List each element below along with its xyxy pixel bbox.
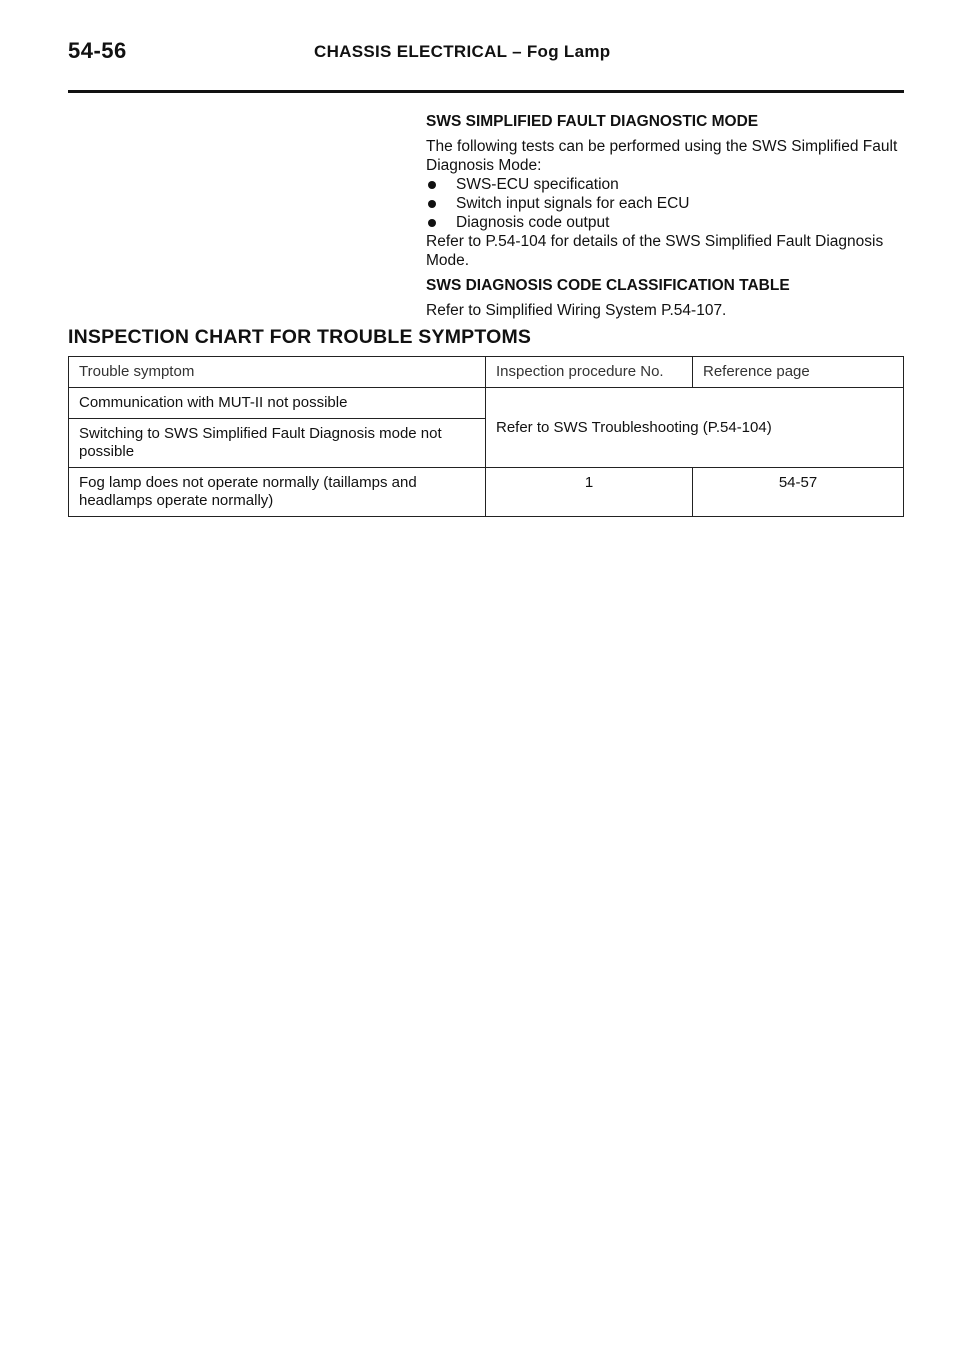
symptom-cell: Switching to SWS Simplified Fault Diagnosis mode not possible [69, 419, 486, 468]
page-number: 54-56 [68, 38, 127, 63]
section-title: CHASSIS ELECTRICAL – Fog Lamp [314, 42, 611, 61]
reference-cell: 54-57 [693, 468, 904, 517]
header-rule [68, 90, 904, 93]
sws-test-list [426, 175, 904, 232]
procedure-cell: Refer to SWS Troubleshooting (P.54-104) [486, 388, 904, 468]
table-header-row [69, 357, 904, 388]
table-row [69, 468, 904, 517]
sws-mode-reference: Refer to P.54-104 for details of the SWS Simplified Fault Diagnosis Mode. [426, 233, 884, 269]
sws-mode-intro: The following tests can be performed using the SWS Simplified Fault Diagnosis Mode: [426, 138, 898, 174]
procedure-cell: 1 [486, 468, 693, 517]
code-table-heading: SWS DIAGNOSIS CODE CLASSIFICATION TABLE [426, 277, 790, 294]
column-header-symptom: Trouble symptom [69, 357, 486, 388]
list-item: Diagnosis code output [426, 213, 904, 232]
list-item: SWS-ECU specification [426, 175, 904, 194]
sws-info-column [426, 112, 904, 320]
sws-mode-heading: SWS SIMPLIFIED FAULT DIAGNOSTIC MODE [426, 113, 759, 130]
table-row [69, 388, 904, 419]
page-header [68, 38, 904, 94]
symptom-cell: Communication with MUT-II not possible [69, 388, 486, 419]
column-header-procedure: Inspection procedure No. [486, 357, 693, 388]
inspection-chart-heading: INSPECTION CHART FOR TROUBLE SYMPTOMS [68, 326, 532, 348]
inspection-chart-table [68, 356, 904, 517]
list-item: Switch input signals for each ECU [426, 194, 904, 213]
symptom-cell: Fog lamp does not operate normally (taillamps and headlamps operate normally) [69, 468, 486, 517]
column-header-reference: Reference page [693, 357, 904, 388]
code-table-reference: Refer to Simplified Wiring System P.54-107. [426, 302, 727, 319]
